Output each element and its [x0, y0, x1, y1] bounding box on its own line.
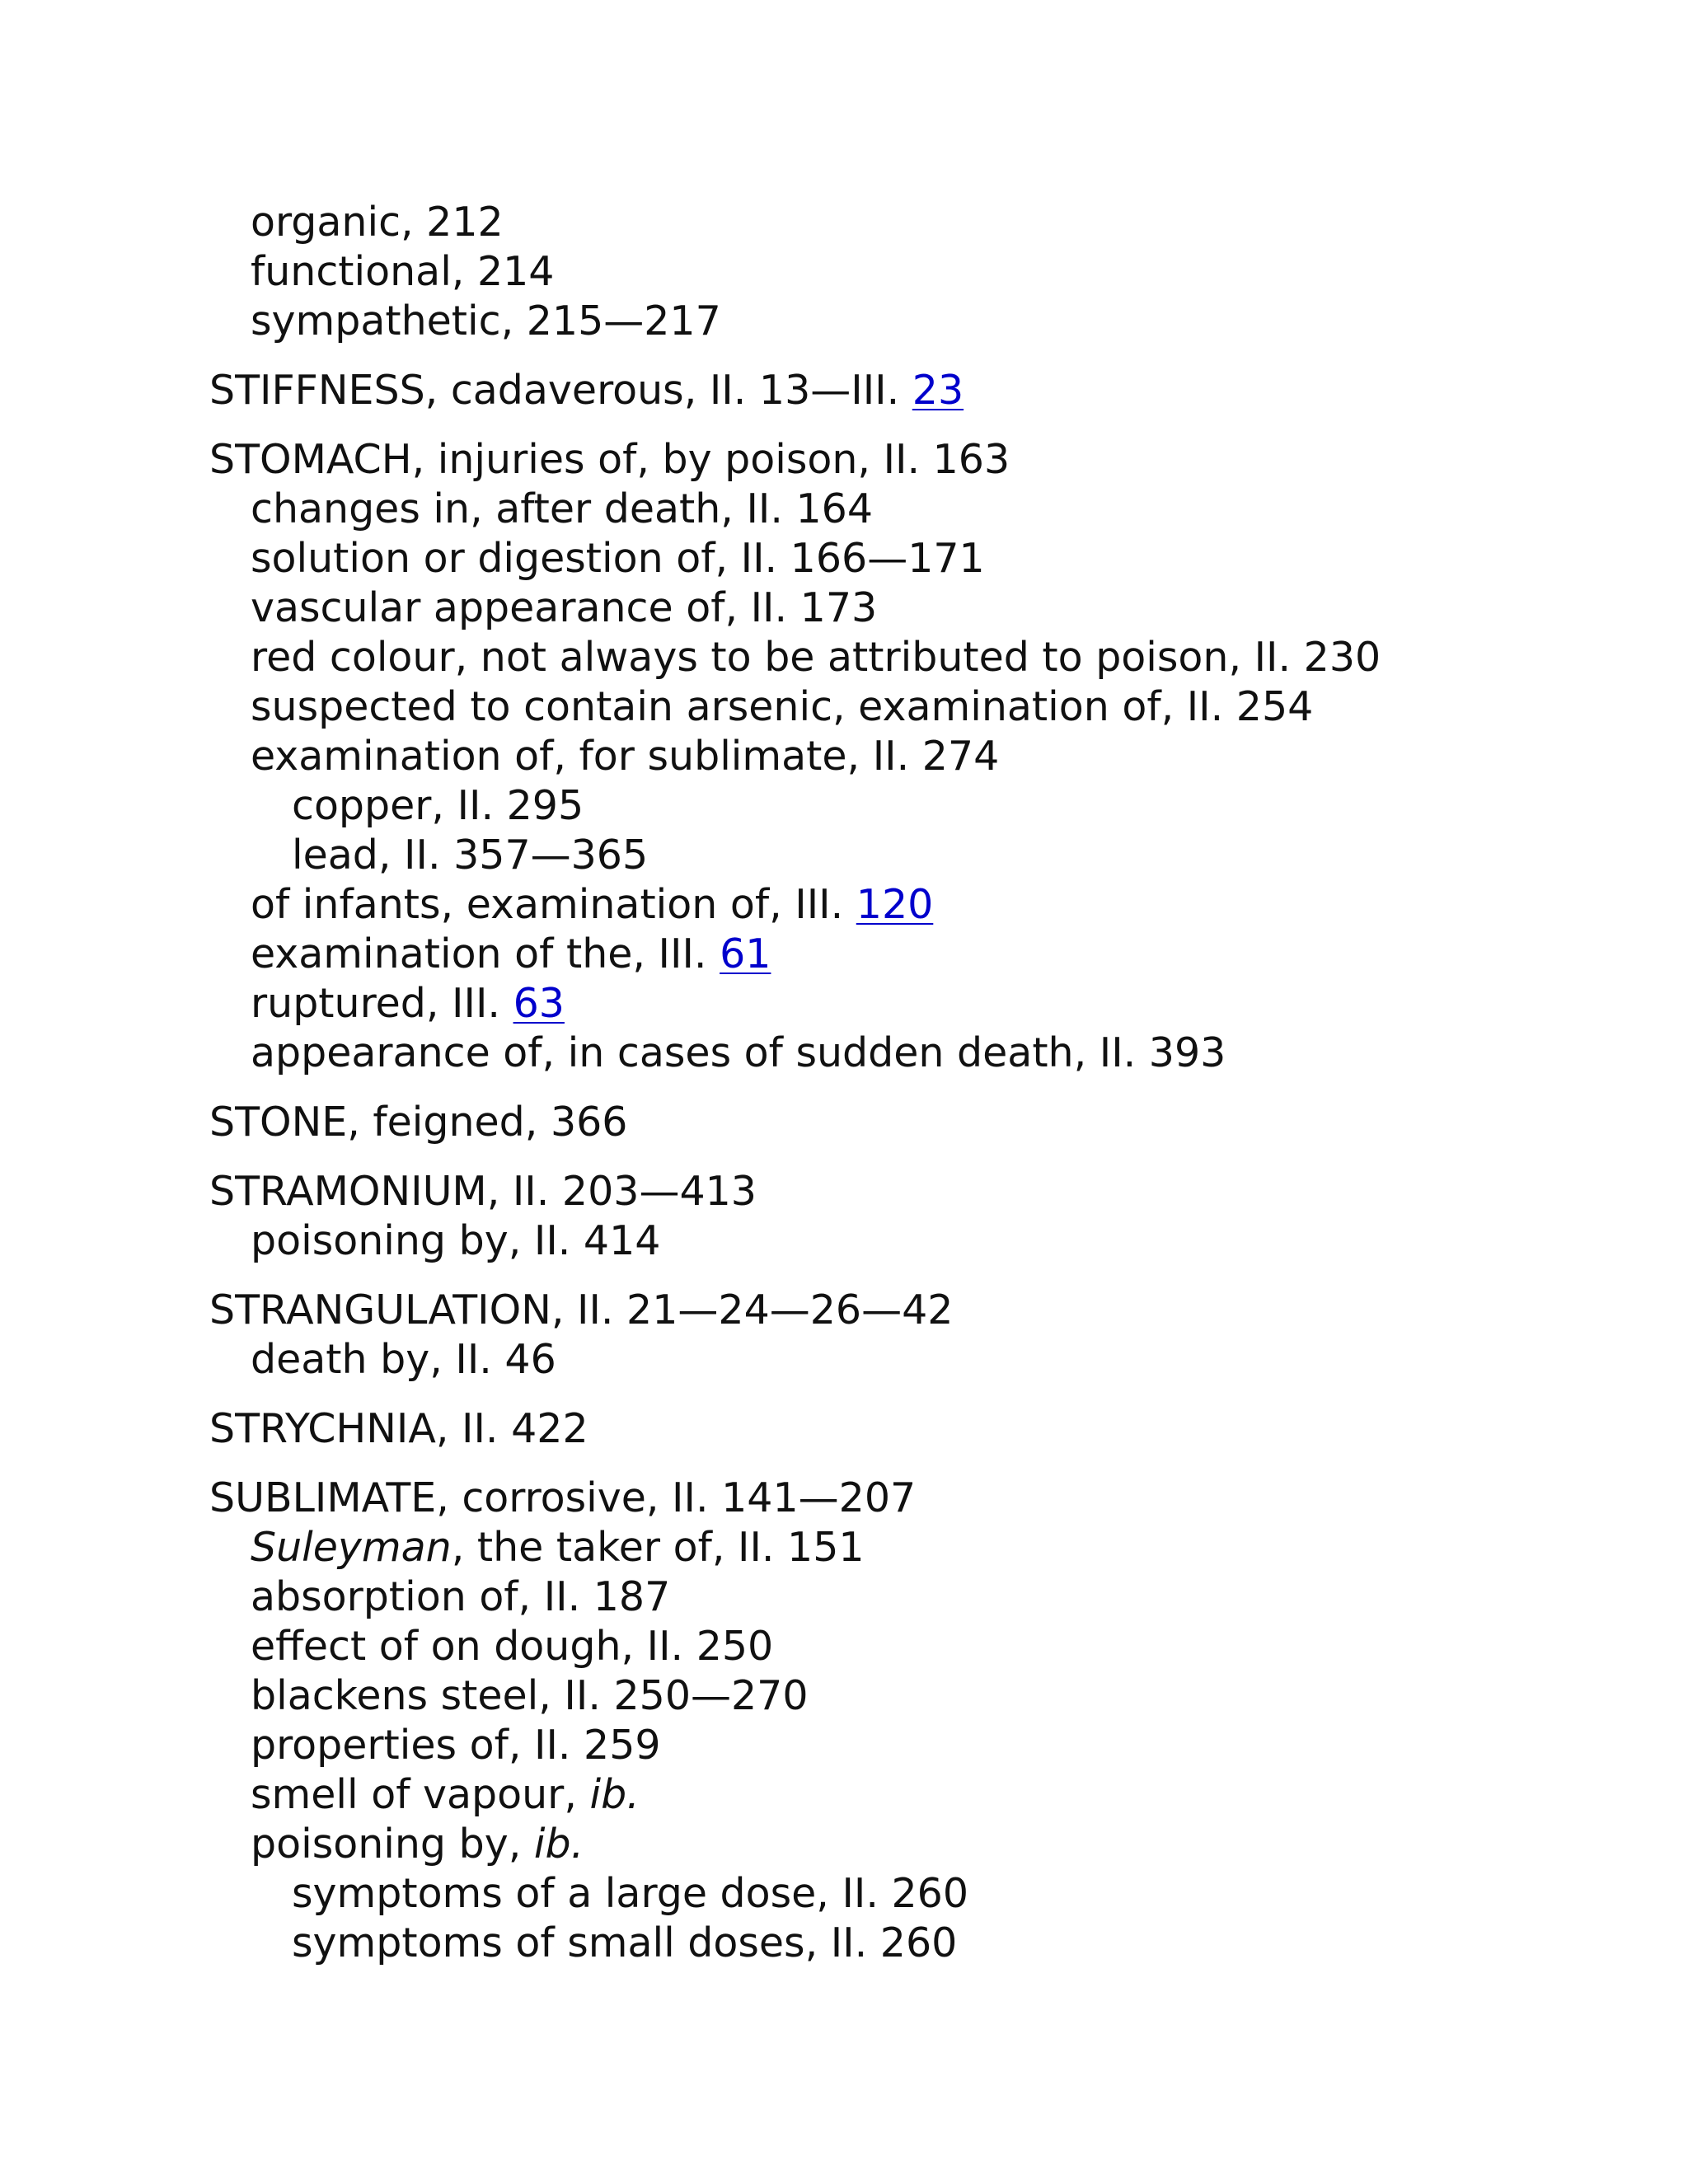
index-subentry-text: examination of the, III. [251, 930, 720, 977]
index-subentry: red colour, not always to be attributed to poison, II. 230 [251, 634, 1381, 681]
index-subentry-italic: Suleyman [251, 1524, 452, 1571]
index-subentry-text: ruptured, III. [251, 980, 513, 1027]
index-entry-stone [209, 1098, 1611, 1147]
index-heading [209, 366, 1611, 415]
index-subentry [209, 1770, 1611, 1820]
index-subentry: organic, 212 [251, 199, 504, 246]
index-subentry: death by, II. 46 [251, 1336, 556, 1383]
index-subentry: blackens steel, II. 250—270 [251, 1672, 809, 1719]
index-subsubentry: copper, II. 295 [292, 782, 584, 829]
index-subentry [209, 880, 1611, 930]
index-heading: STRYCHNIA, II. 422 [209, 1405, 588, 1452]
index-entry-stramonium [209, 1167, 1611, 1266]
index-entry-stiffness [209, 366, 1611, 415]
page-link[interactable]: 61 [720, 930, 771, 977]
index-subentry: absorption of, II. 187 [251, 1573, 671, 1620]
index-subentry: suspected to contain arsenic, examination of, II. 254 [251, 683, 1314, 730]
index-entry-strangulation [209, 1286, 1611, 1385]
index-entry-strychnia [209, 1404, 1611, 1454]
index-heading: STONE, feigned, 366 [209, 1099, 628, 1146]
index-entry-sublimate [209, 1474, 1611, 1968]
index-subentry-text: smell of vapour, [251, 1771, 590, 1818]
index-subentry: examination of, for sublimate, II. 274 [251, 733, 1000, 780]
index-subsubentry: symptoms of a large dose, II. 260 [292, 1870, 969, 1917]
index-subentry-italic: ib. [589, 1771, 640, 1818]
index-subentry: functional, 214 [251, 248, 555, 295]
index-entry-stomach [209, 435, 1611, 1078]
index-subentry [209, 1523, 1611, 1572]
index-subentry: properties of, II. 259 [251, 1722, 661, 1769]
page-link[interactable]: 120 [856, 881, 934, 928]
index-subentry-text: of infants, examination of, III. [251, 881, 856, 928]
index-subentry [209, 1820, 1611, 1869]
index-page [209, 198, 1611, 1988]
index-heading-text: STIFFNESS, cadaverous, II. 13—III. [209, 367, 912, 414]
index-heading: STOMACH, injuries of, by poison, II. 163 [209, 436, 1010, 483]
index-heading: SUBLIMATE, corrosive, II. 141—207 [209, 1474, 917, 1521]
index-subentry: effect of on dough, II. 250 [251, 1623, 774, 1670]
index-subentry: vascular appearance of, II. 173 [251, 584, 878, 631]
index-subentry [209, 979, 1611, 1029]
index-subentry: poisoning by, II. 414 [251, 1217, 661, 1264]
index-heading: STRAMONIUM, II. 203—413 [209, 1168, 757, 1215]
index-subentry: appearance of, in cases of sudden death, II. 393 [251, 1029, 1226, 1076]
index-heading: STRANGULATION, II. 21—24—26—42 [209, 1286, 954, 1333]
index-subentry-italic: ib. [533, 1821, 584, 1868]
index-subsubentry: symptoms of small doses, II. 260 [292, 1919, 958, 1966]
index-subentry: solution or digestion of, II. 166—171 [251, 535, 985, 582]
page-link[interactable]: 63 [513, 980, 565, 1027]
index-subentry-text: , the taker of, II. 151 [451, 1524, 865, 1571]
page-link[interactable]: 23 [912, 367, 964, 414]
index-subentry: sympathetic, 215—217 [251, 298, 721, 344]
index-subentry-text: poisoning by, [251, 1821, 534, 1868]
index-subsubentry: lead, II. 357—365 [292, 832, 649, 879]
index-subentry: changes in, after death, II. 164 [251, 485, 874, 532]
index-entry-continuation [209, 198, 1611, 346]
index-subentry [209, 930, 1611, 979]
